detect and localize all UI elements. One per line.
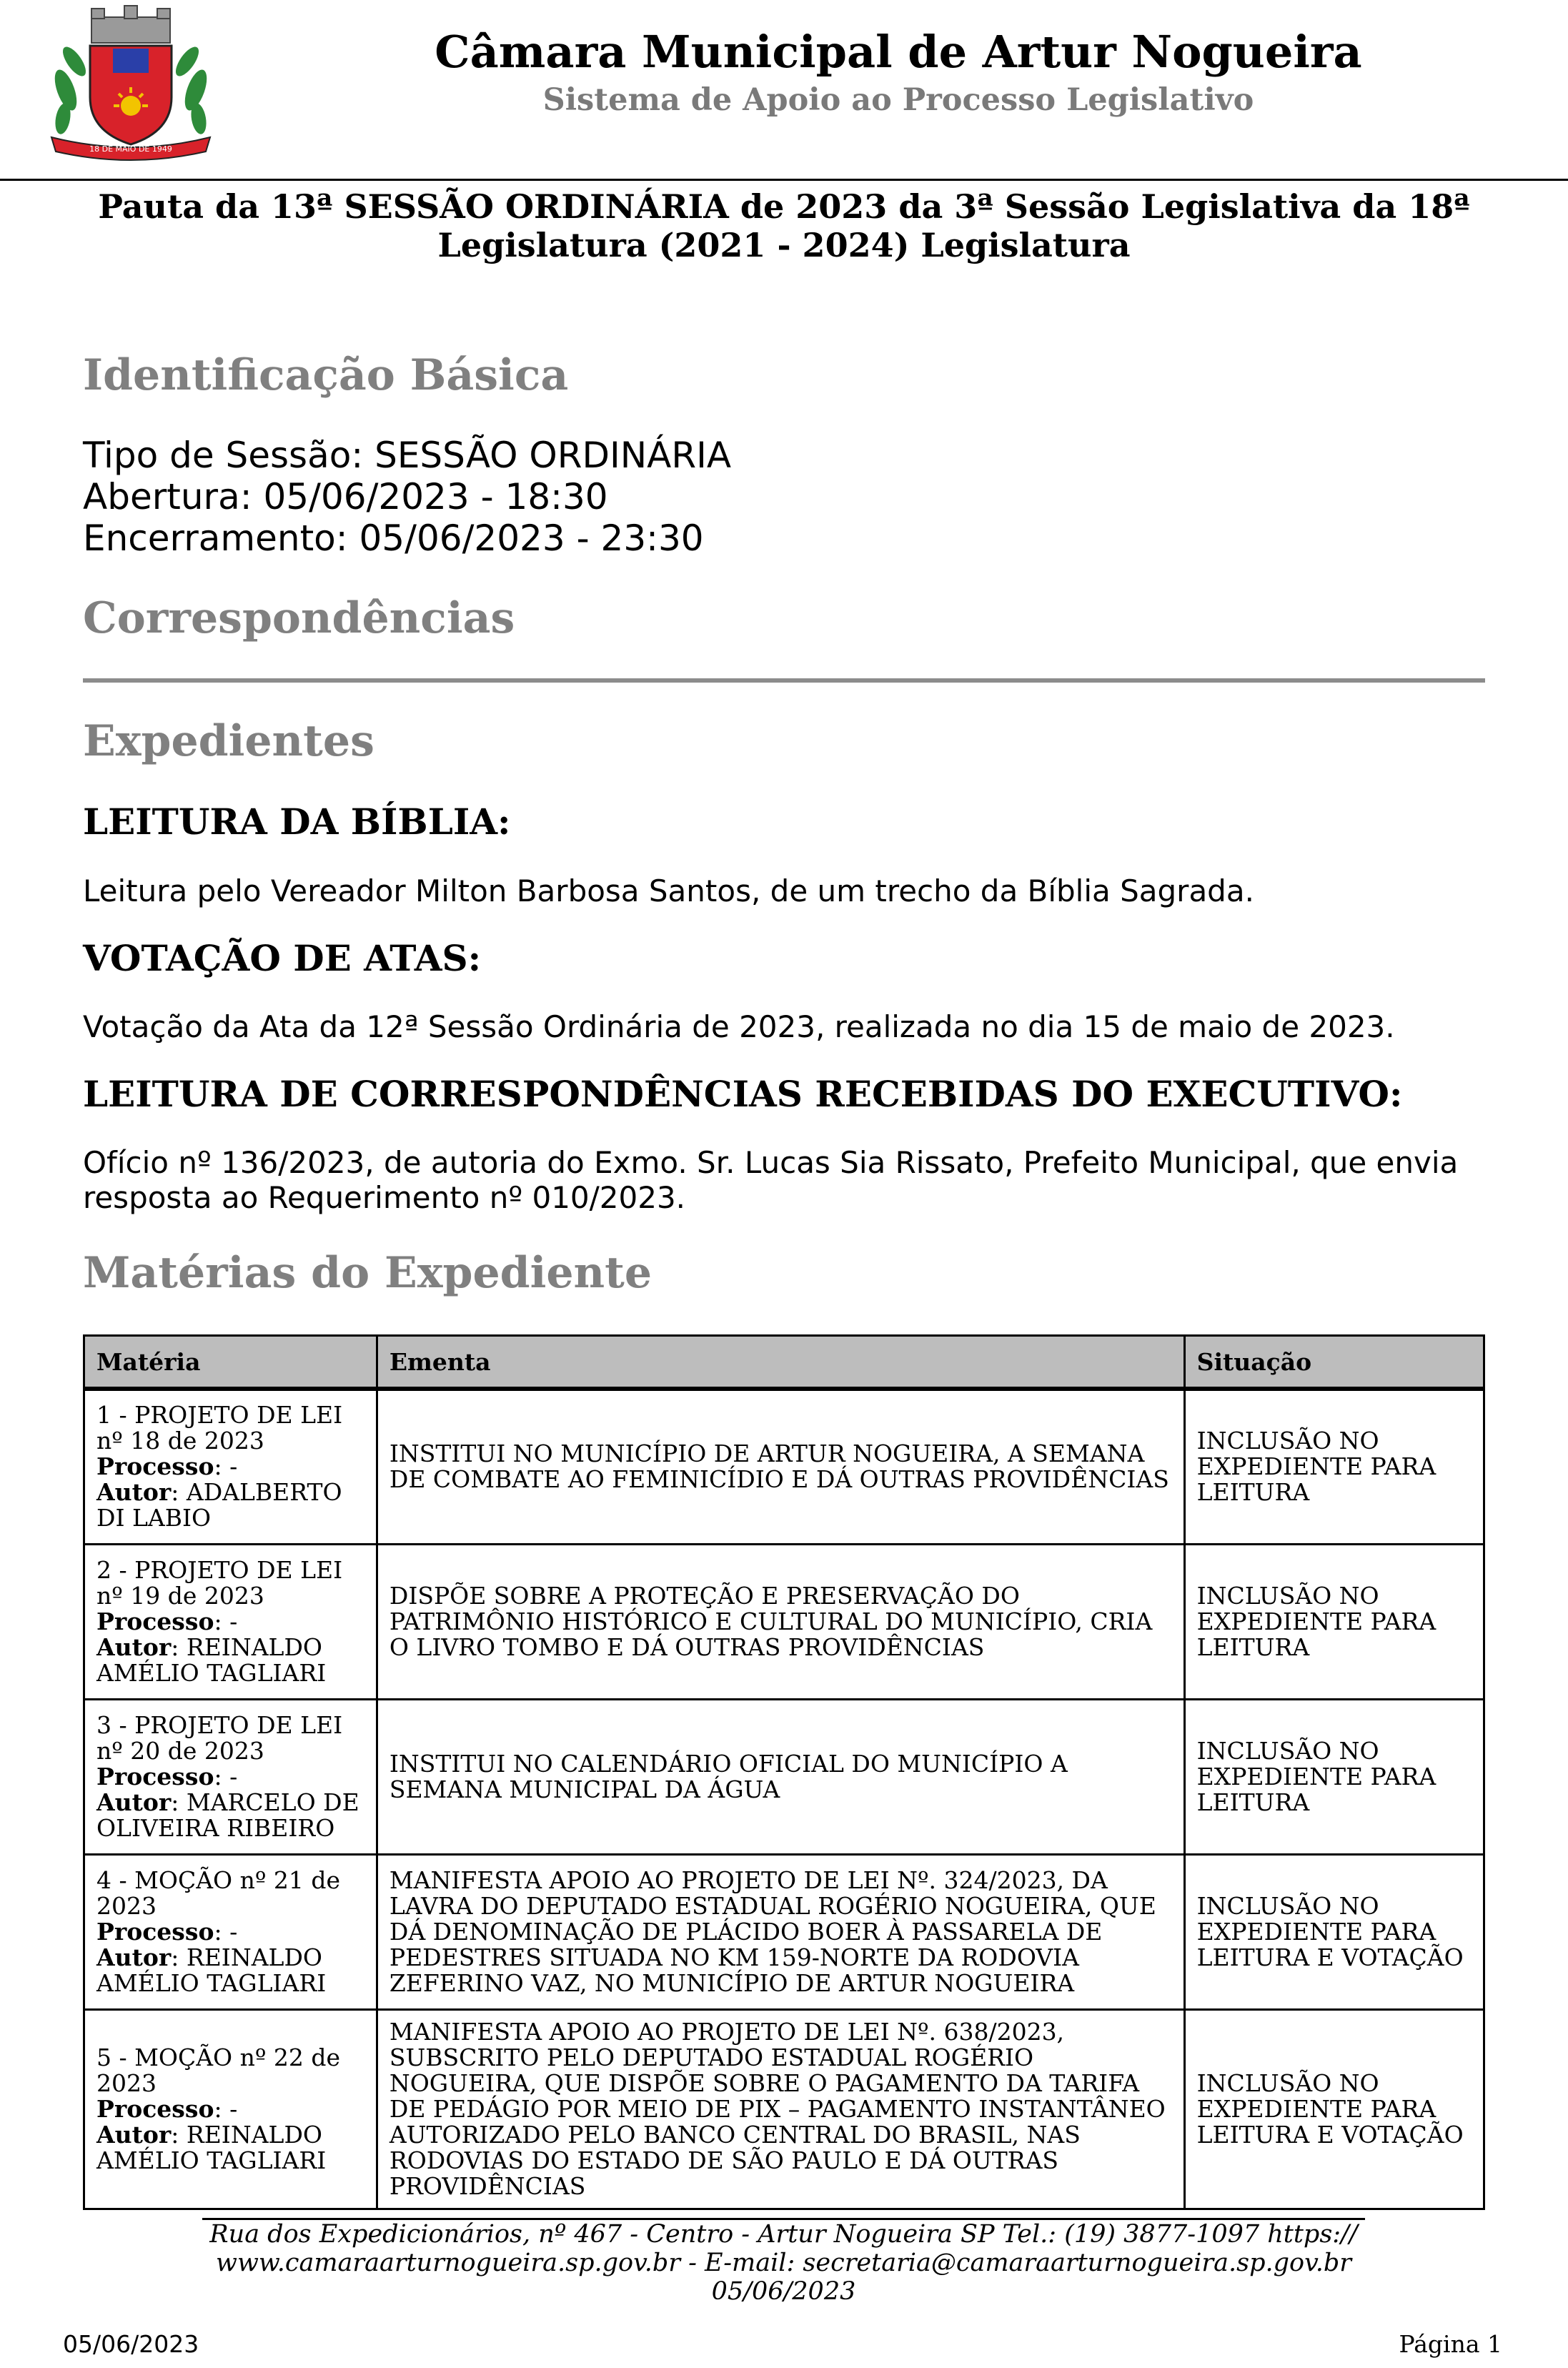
atas-heading: VOTAÇÃO DE ATAS: xyxy=(83,937,482,979)
situacao-cell: INCLUSÃO NO EXPEDIENTE PARA LEITURA E VOTAÇÃO xyxy=(1184,2009,1484,2209)
materia-processo xyxy=(96,1609,364,1635)
table-row xyxy=(84,1699,1484,1854)
biblia-heading: LEITURA DA BÍBLIA: xyxy=(83,801,511,843)
materia-title: 5 - MOÇÃO nº 22 de xyxy=(96,2043,340,2071)
materia-number: nº 18 de 2023 xyxy=(96,1427,264,1455)
materia-title: 3 - PROJETO DE LEI xyxy=(96,1710,343,1739)
autor-value: : REINALDO AMÉLIO TAGLIARI xyxy=(96,1943,327,1997)
identificacao-heading: Identificação Básica xyxy=(83,350,569,400)
ementa-cell: INSTITUI NO CALENDÁRIO OFICIAL DO MUNICÍPIO A SEMANA MUNICIPAL DA ÁGUA xyxy=(377,1699,1184,1854)
table-row xyxy=(84,1389,1484,1544)
situacao-cell: INCLUSÃO NO EXPEDIENTE PARA LEITURA xyxy=(1184,1699,1484,1854)
table-row xyxy=(84,1854,1484,2009)
materia-number: 2023 xyxy=(96,2069,157,2097)
table-row xyxy=(84,2009,1484,2209)
materia-processo xyxy=(96,2096,364,2122)
footer-line-1: Rua dos Expedicionários, nº 467 - Centro - Artur Nogueira SP Tel.: (19) 3877-1097 https:// xyxy=(209,2220,1358,2249)
materia-cell xyxy=(84,1544,377,1699)
column-header-situacao: Situação xyxy=(1184,1336,1484,1389)
correspondencias-recebidas-heading: LEITURA DE CORRESPONDÊNCIAS RECEBIDAS DO EXECUTIVO: xyxy=(83,1073,1403,1115)
materia-number: nº 19 de 2023 xyxy=(96,1581,264,1610)
autor-label: Autor xyxy=(96,1478,172,1507)
org-subtitle: Sistema de Apoio ao Processo Legislativo xyxy=(542,82,1254,118)
materia-title: 1 - PROJETO DE LEI xyxy=(96,1401,343,1430)
materia-cell xyxy=(84,2009,377,2209)
autor-value: : REINALDO AMÉLIO TAGLIARI xyxy=(96,1633,327,1687)
processo-label: Processo xyxy=(96,1452,214,1481)
processo-value: : - xyxy=(214,1607,238,1635)
situacao-cell: INCLUSÃO NO EXPEDIENTE PARA LEITURA E VOTAÇÃO xyxy=(1184,1854,1484,2009)
situacao-cell: INCLUSÃO NO EXPEDIENTE PARA LEITURA xyxy=(1184,1544,1484,1699)
materia-processo xyxy=(96,1454,364,1480)
materia-title: 2 - PROJETO DE LEI xyxy=(96,1555,343,1584)
basic-info xyxy=(83,435,731,559)
page-header xyxy=(0,0,1568,180)
ementa-cell: INSTITUI NO MUNICÍPIO DE ARTUR NOGUEIRA, A SEMANA DE COMBATE AO FEMINICÍDIO E DÁ OUTRAS PROVIDÊNCIAS xyxy=(377,1389,1184,1544)
materias-heading: Matérias do Expediente xyxy=(83,1248,652,1298)
autor-value: : ADALBERTO DI LABIO xyxy=(96,1478,342,1532)
materia-number: 2023 xyxy=(96,1891,157,1920)
processo-value: : - xyxy=(214,1917,238,1946)
header-divider xyxy=(0,179,1568,181)
logo-banner-text: 18 DE MAIO DE 1949 xyxy=(89,144,172,154)
abertura: Abertura: 05/06/2023 - 18:30 xyxy=(83,476,608,517)
ementa-cell: MANIFESTA APOIO AO PROJETO DE LEI Nº. 638/2023, SUBSCRITO PELO DEPUTADO ESTADUAL ROGÉRIO NOGUEIRA, QUE DISPÕE SOBRE O PAGAMENTO DA TARIFA DE PEDÁGIO POR MEIO DE PIX – PAGAMENTO INSTANTÂNEO AUTORIZADO PELO BANCO CENTRAL DO BRASIL, NAS RODOVIAS DO ESTADO DE SÃO PAULO E DÁ OUTRAS PROVIDÊNCIAS xyxy=(377,2009,1184,2209)
autor-value: : REINALDO AMÉLIO TAGLIARI xyxy=(96,2120,327,2174)
materia-autor xyxy=(96,1790,364,1841)
autor-label: Autor xyxy=(96,1943,172,1971)
materia-autor xyxy=(96,1480,364,1531)
section-divider xyxy=(83,678,1485,683)
table-row xyxy=(84,1544,1484,1699)
footer-line-2: www.camaraarturnogueira.sp.gov.br - E-mail: secretaria@camaraarturnogueira.sp.gov.br xyxy=(216,2249,1351,2277)
autor-label: Autor xyxy=(96,1788,172,1816)
org-title: Câmara Municipal de Artur Nogueira xyxy=(435,26,1362,78)
materia-cell xyxy=(84,1854,377,2009)
coat-of-arms-icon xyxy=(47,4,214,162)
materia-autor xyxy=(96,1635,364,1686)
materias-table xyxy=(83,1334,1485,2210)
ementa-cell: MANIFESTA APOIO AO PROJETO DE LEI Nº. 324/2023, DA LAVRA DO DEPUTADO ESTADUAL ROGÉRIO NOGUEIRA, QUE DÁ DENOMINAÇÃO DE PLÁCIDO BOER À PASSARELA DE PEDESTRES SITUADA NO KM 159-NORTE DA RODOVIA ZEFERINO VAZ, NO MUNICÍPIO DE ARTUR NOGUEIRA xyxy=(377,1854,1184,2009)
table-header-row xyxy=(84,1336,1484,1389)
expedientes-heading: Expedientes xyxy=(83,716,374,766)
materia-cell xyxy=(84,1699,377,1854)
processo-label: Processo xyxy=(96,1607,214,1635)
biblia-text: Leitura pelo Vereador Milton Barbosa Santos, de um trecho da Bíblia Sagrada. xyxy=(83,873,1254,908)
processo-label: Processo xyxy=(96,2094,214,2123)
document-title xyxy=(83,187,1485,264)
processo-label: Processo xyxy=(96,1762,214,1790)
processo-value: : - xyxy=(214,1762,238,1790)
processo-value: : - xyxy=(214,1452,238,1481)
materia-processo xyxy=(96,1764,364,1790)
document-title-line-2: Legislatura (2021 - 2024) Legislatura xyxy=(437,226,1131,264)
materia-autor xyxy=(96,1945,364,1996)
materia-processo xyxy=(96,1919,364,1945)
footer-line-3: 05/06/2023 xyxy=(711,2277,856,2306)
autor-value: : MARCELO DE OLIVEIRA RIBEIRO xyxy=(96,1788,359,1842)
materia-title: 4 - MOÇÃO nº 21 de xyxy=(96,1866,340,1894)
correspondencias-text xyxy=(83,1145,1491,1215)
footer-address xyxy=(202,2220,1365,2306)
materia-autor xyxy=(96,2122,364,2174)
ementa-cell: DISPÕE SOBRE A PROTEÇÃO E PRESERVAÇÃO DO PATRIMÔNIO HISTÓRICO E CULTURAL DO MUNICÍPIO, CRIA O LIVRO TOMBO E DÁ OUTRAS PROVIDÊNCIAS xyxy=(377,1544,1184,1699)
footer-date: 05/06/2023 xyxy=(63,2330,199,2358)
autor-label: Autor xyxy=(96,2120,172,2149)
atas-text: Votação da Ata da 12ª Sessão Ordinária de 2023, realizada no dia 15 de maio de 2023. xyxy=(83,1009,1395,1044)
column-header-ementa: Ementa xyxy=(377,1336,1184,1389)
materia-cell xyxy=(84,1389,377,1544)
processo-value: : - xyxy=(214,2094,238,2123)
correspondencias-heading: Correspondências xyxy=(83,593,515,643)
page-number: Página 1 xyxy=(1399,2330,1502,2358)
encerramento: Encerramento: 05/06/2023 - 23:30 xyxy=(83,517,704,559)
document-title-line-1: Pauta da 13ª SESSÃO ORDINÁRIA de 2023 da 3ª Sessão Legislativa da 18ª xyxy=(98,187,1470,226)
materia-number: nº 20 de 2023 xyxy=(96,1736,264,1765)
correspondencias-text-line-1: Ofício nº 136/2023, de autoria do Exmo. Sr. Lucas Sia Rissato, Prefeito Municipal, que envia xyxy=(83,1145,1459,1180)
tipo-sessao: Tipo de Sessão: SESSÃO ORDINÁRIA xyxy=(83,435,732,476)
processo-label: Processo xyxy=(96,1917,214,1946)
correspondencias-text-line-2: resposta ao Requerimento nº 010/2023. xyxy=(83,1180,686,1215)
column-header-materia: Matéria xyxy=(84,1336,377,1389)
autor-label: Autor xyxy=(96,1633,172,1661)
situacao-cell: INCLUSÃO NO EXPEDIENTE PARA LEITURA xyxy=(1184,1389,1484,1544)
